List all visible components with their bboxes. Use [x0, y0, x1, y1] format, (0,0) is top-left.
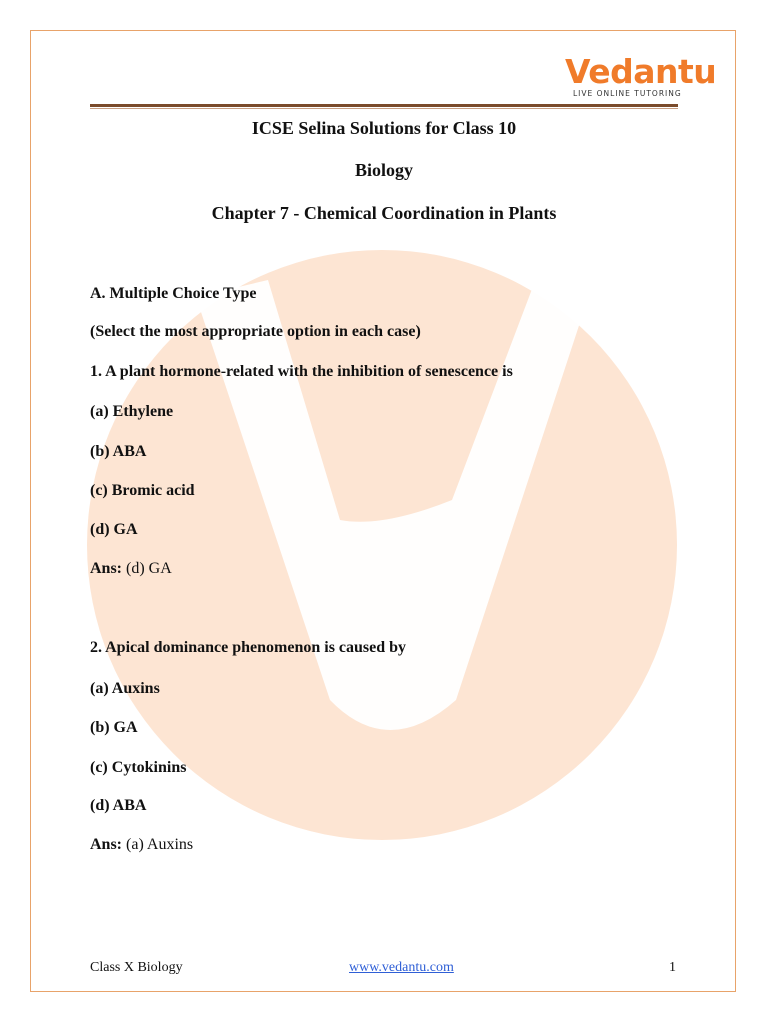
answer-value: (d) GA: [126, 560, 172, 577]
option-item: (d) GA: [90, 521, 138, 538]
header-rule: [90, 104, 678, 107]
answer-label: Ans:: [90, 560, 123, 577]
logo-tagline: LIVE ONLINE TUTORING: [573, 89, 682, 98]
question-text: 1. A plant hormone-related with the inhibition of senescence is: [90, 363, 513, 380]
footer-website-link[interactable]: www.vedantu.com: [349, 960, 454, 975]
subject-title: Biology: [354, 160, 413, 180]
option-item: (c) Bromic acid: [90, 482, 195, 499]
answer-value: (a) Auxins: [126, 836, 194, 853]
option-item: (b) GA: [90, 719, 138, 736]
header-rule-thin: [90, 108, 678, 109]
option-item: (b) ABA: [90, 443, 147, 460]
logo-wordmark: Vedantu: [565, 52, 717, 91]
section-instruction: (Select the most appropriate option in each case): [90, 323, 421, 340]
page-number: 1: [669, 960, 676, 975]
document-title: ICSE Selina Solutions for Class 10: [251, 118, 517, 138]
question-text: 2. Apical dominance phenomenon is caused by: [90, 639, 407, 656]
answer-label: Ans:: [90, 836, 123, 853]
option-item: (c) Cytokinins: [90, 759, 187, 776]
option-item: (a) Auxins: [90, 680, 160, 697]
answer-line: [90, 836, 193, 854]
option-item: (a) Ethylene: [90, 403, 174, 420]
option-item: (d) ABA: [90, 797, 147, 814]
answer-line: [90, 560, 172, 578]
vedantu-logo: [565, 52, 717, 98]
chapter-title: Chapter 7 - Chemical Coordination in Plants: [211, 203, 557, 223]
section-heading: A. Multiple Choice Type: [90, 285, 257, 302]
footer-class-label: Class X Biology: [90, 960, 183, 975]
